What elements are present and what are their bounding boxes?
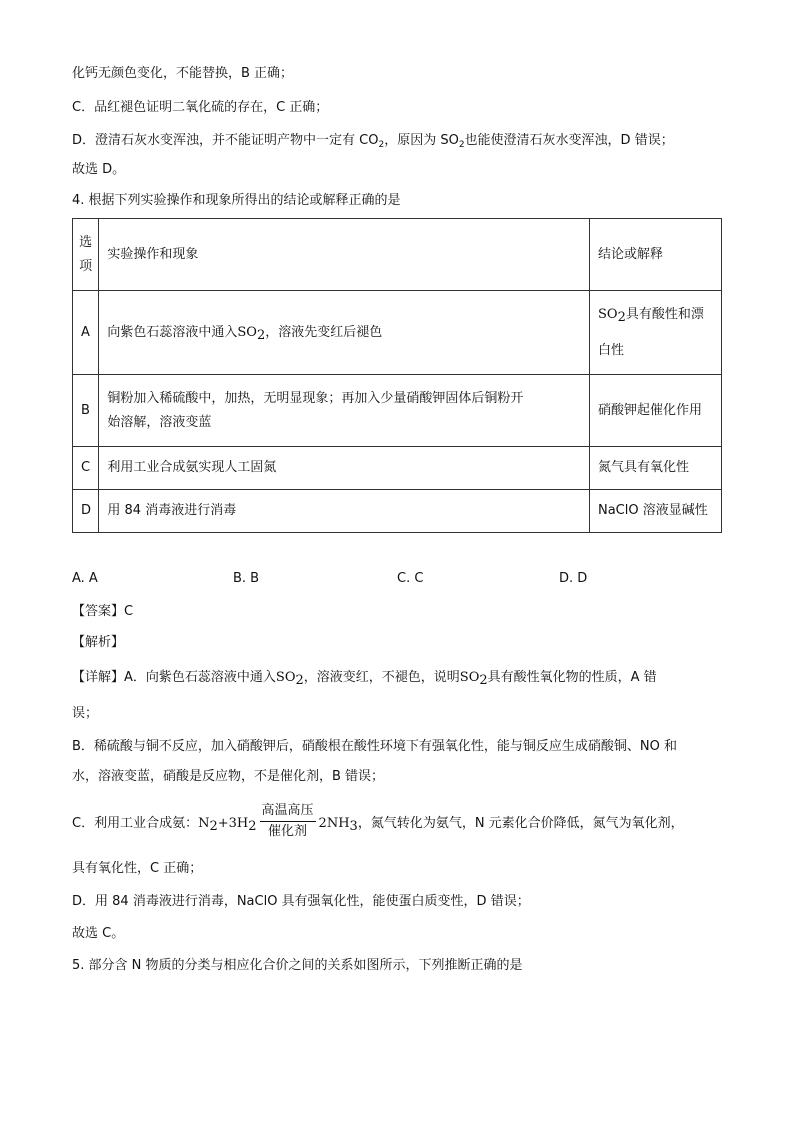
text: ，溶液变红，不褪色，说明	[303, 670, 460, 685]
analysis-line	[72, 633, 124, 653]
text-line	[72, 64, 293, 84]
text-line	[72, 737, 677, 757]
formula: +3H	[217, 816, 249, 831]
choice-d: D. D	[559, 571, 588, 586]
text: ，原因为 SO	[384, 133, 459, 148]
question-stem	[72, 956, 523, 976]
condition-bottom: 催化剂	[268, 824, 308, 839]
text-line	[72, 704, 98, 724]
operation-text: 利用工业合成氨实现人工固氮	[107, 460, 277, 475]
text: 故选 D。	[72, 162, 126, 177]
text: 具有氧化性，C 正确；	[72, 861, 203, 876]
subscript: 2	[256, 327, 266, 343]
header-operation-text: 实验操作和现象	[107, 246, 199, 262]
formula: SO	[459, 670, 480, 685]
cell-option	[73, 291, 99, 375]
cell-option	[73, 447, 99, 490]
cell-operation	[99, 291, 590, 375]
conclusion-text: NaClO 溶液显碱性	[597, 503, 708, 518]
text: C．品红褪色证明二氧化硫的存在，C 正确；	[72, 100, 329, 115]
conclusion-text: 硝酸钾起催化作用	[597, 402, 702, 418]
operation-text: 铜粉加入稀硫酸中，加热，无明显现象；再加入少量硝酸钾固体后铜粉开	[107, 390, 524, 406]
header-option	[73, 219, 99, 291]
text-line	[72, 859, 202, 879]
option-label: B	[81, 402, 90, 418]
cell-option	[73, 490, 99, 533]
operation-text: 向紫色石蕊溶液中通入	[107, 324, 238, 340]
answer-label: 【答案】	[72, 604, 125, 619]
detail-line	[72, 668, 657, 688]
text: A．向紫色石蕊溶液中通入	[124, 670, 276, 685]
table-header-row	[73, 219, 722, 291]
question-stem	[72, 191, 401, 211]
text: D．用 84 消毒液进行消毒，NaClO 具有强氧化性，能使蛋白质变性，D 错误；	[72, 894, 530, 909]
table-row	[73, 447, 722, 490]
text: 水，溶液变蓝，硝酸是反应物，不是催化剂，B 错误；	[72, 769, 385, 784]
answer-choices	[72, 569, 732, 589]
cell-conclusion	[589, 490, 721, 533]
subscript: 2	[248, 819, 257, 834]
conclusion-text: 氮气具有氧化性	[597, 460, 689, 475]
text: D．澄清石灰水变浑浊，并不能证明产物中一定有 CO	[72, 133, 379, 148]
question-5-stem: 5. 部分含 N 物质的分类与相应化合价之间的关系如图所示，下列推断正确的是	[72, 958, 523, 973]
text: 也能使澄清石灰水变浑浊，D 错误；	[464, 133, 674, 148]
cell-operation	[99, 447, 590, 490]
text: 化钙无颜色变化，不能替换，B 正确；	[72, 66, 294, 81]
subscript: 2	[479, 673, 488, 688]
header-option-text: 选项	[79, 234, 93, 274]
conclusion-text: 具有酸性和漂	[625, 306, 704, 322]
operation-text: 始溶解，溶液变蓝	[107, 414, 212, 430]
text-line	[72, 924, 124, 944]
choice-c: C. C	[397, 571, 424, 586]
condition-top: 高温高压	[260, 802, 316, 822]
header-operation	[99, 219, 590, 291]
text-line	[72, 98, 328, 118]
text-line	[72, 160, 125, 180]
header-conclusion-text: 结论或解释	[597, 246, 663, 262]
subscript: 2	[617, 309, 626, 325]
cell-operation	[99, 490, 590, 533]
text-line	[72, 767, 384, 787]
choice-b: B. B	[233, 571, 260, 586]
subscript: 2	[295, 673, 304, 688]
detail-label: 【详解】	[72, 670, 125, 685]
text: B．稀硫酸与铜不反应，加入硝酸钾后，硝酸根在酸性环境下有强氧化性，能与铜反应生成硝酸铜、NO 和	[72, 739, 678, 754]
experiment-table	[72, 218, 722, 533]
table-row	[73, 291, 722, 375]
question-4-stem: 4. 根据下列实验操作和现象所得出的结论或解释正确的是	[72, 193, 401, 208]
answer-value: C	[124, 604, 134, 619]
analysis-label: 【解析】	[72, 635, 125, 650]
option-label: A	[81, 324, 90, 340]
cell-operation	[99, 375, 590, 447]
cell-conclusion	[589, 447, 721, 490]
conclusion-text: 白性	[597, 342, 624, 358]
option-label: D	[81, 503, 92, 518]
text: C．利用工业合成氨：	[72, 816, 199, 831]
option-label: C	[81, 460, 91, 475]
table-row	[73, 490, 722, 533]
operation-text: 用 84 消毒液进行消毒	[107, 503, 237, 518]
subscript: 2	[458, 140, 465, 150]
choice-a: A. A	[72, 571, 98, 586]
subscript: 3	[349, 819, 358, 834]
equation-line	[72, 804, 684, 844]
formula: SO	[597, 306, 618, 322]
text-line	[72, 131, 674, 151]
reaction-condition	[260, 802, 316, 841]
header-conclusion	[589, 219, 721, 291]
formula: SO	[275, 670, 296, 685]
cell-option	[73, 375, 99, 447]
table-row	[73, 375, 722, 447]
text: ，氮气转化为氨气，N 元素化合价降低，氮气为氧化剂，	[357, 816, 684, 831]
text: 误；	[72, 706, 99, 721]
cell-conclusion	[589, 291, 721, 375]
subscript: 2	[378, 140, 385, 150]
formula: N	[198, 816, 210, 831]
cell-conclusion	[589, 375, 721, 447]
subscript: 2	[209, 819, 218, 834]
answer-line	[72, 602, 133, 622]
formula: SO	[237, 324, 257, 340]
formula: 2NH	[318, 816, 350, 831]
text-line	[72, 892, 530, 912]
text: 故选 C。	[72, 926, 125, 941]
operation-text: ，溶液先变红后褪色	[265, 324, 383, 340]
text: 具有酸性氧化物的性质，A 错	[487, 670, 657, 685]
